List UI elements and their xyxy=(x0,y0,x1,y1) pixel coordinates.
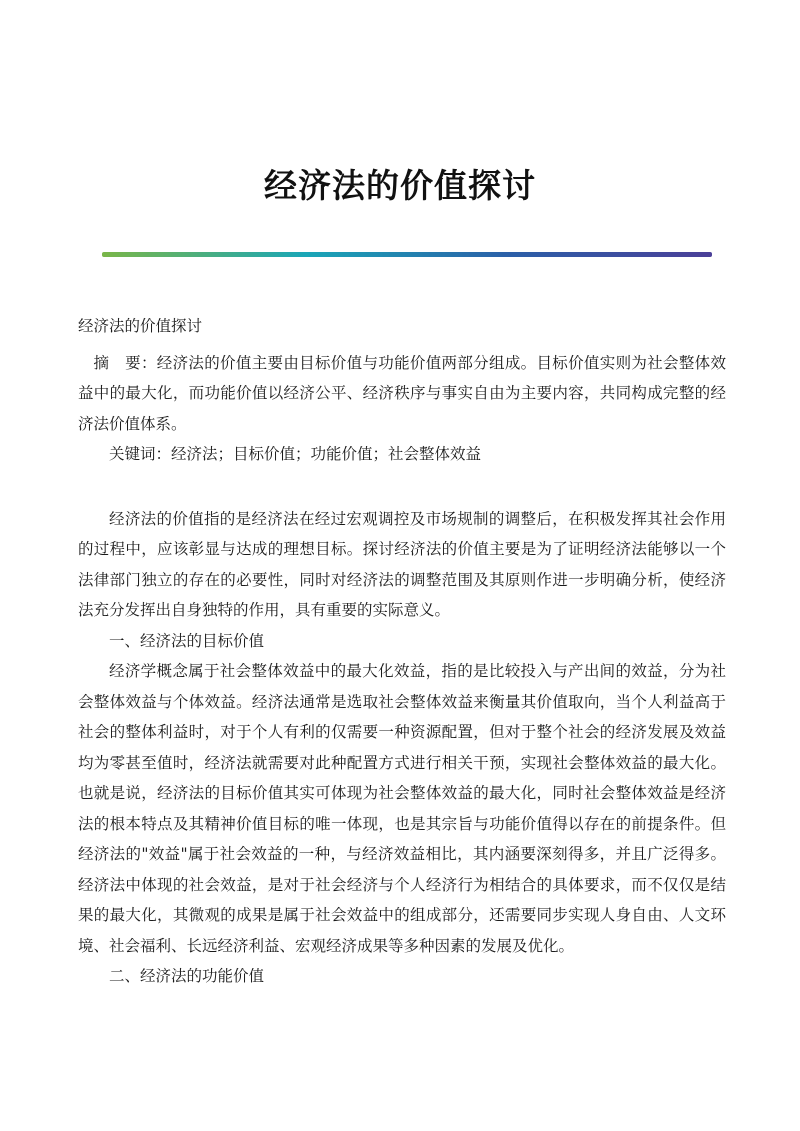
section1-paragraph: 经济学概念属于社会整体效益中的最大化效益，指的是比较投入与产出间的效益，分为社会整体效益与个体效益。经济法通常是选取社会整体效益来衡量其价值取向，当个人利益高于社会的整体利益时，对于个人有利的仅需要一种资源配置，但对于整个社会的经济发展及效益均为零甚至值时，经济法就需要对此种配置方式进行相关干预，实现社会整体效益的最大化。也就是说，经济法的目标价值其实可体现为社会整体效益的最大化，同时社会整体效益是经济法的根本特点及其精神价值目标的唯一体现，也是其宗旨与功能价值得以存在的前提条件。但经济法的"效益"属于社会效益的一种，与经济效益相比，其内涵要深刻得多，并且广泛得多。经济法中体现的社会效益，是对于社会经济与个人经济行为相结合的具体要求，而不仅仅是结果的最大化，其微观的成果是属于社会效益中的组成部分，还需要同步实现人身自由、人文环境、社会福利、长远经济利益、宏观经济成果等多种因素的发展及优化。 xyxy=(78,662,726,955)
document-title: 经济法的价值探讨 xyxy=(264,166,536,205)
section-heading-function-value: 二、经济法的功能价值 xyxy=(109,967,265,985)
abstract-paragraph: 摘 要：经济法的价值主要由目标价值与功能价值两部分组成。目标价值实则为社会整体效益中的最大化，而功能价值以经济公平、经济秩序与事实自由为主要内容，共同构成完整的经济法价值体系。 xyxy=(78,353,726,433)
keywords-line: 关键词：经济法；目标价值；功能价值；社会整体效益 xyxy=(109,445,482,463)
section-heading-target-value: 一、经济法的目标价值 xyxy=(109,631,265,650)
title-gradient-rule xyxy=(102,252,712,257)
spacer xyxy=(78,470,726,504)
document-body xyxy=(78,311,726,992)
intro-paragraph: 经济法的价值指的是经济法在经过宏观调控及市场规制的调整后，在积极发挥其社会作用的过程中，应该彰显与达成的理想目标。探讨经济法的价值主要是为了证明经济法能够以一个法律部门独立的存在的必要性，同时对经济法的调整范围及其原则作进一步明确分析，使经济法充分发挥出自身独特的作用，具有重要的实际意义。 xyxy=(78,509,726,619)
article-subtitle: 经济法的价值探讨 xyxy=(78,317,203,335)
